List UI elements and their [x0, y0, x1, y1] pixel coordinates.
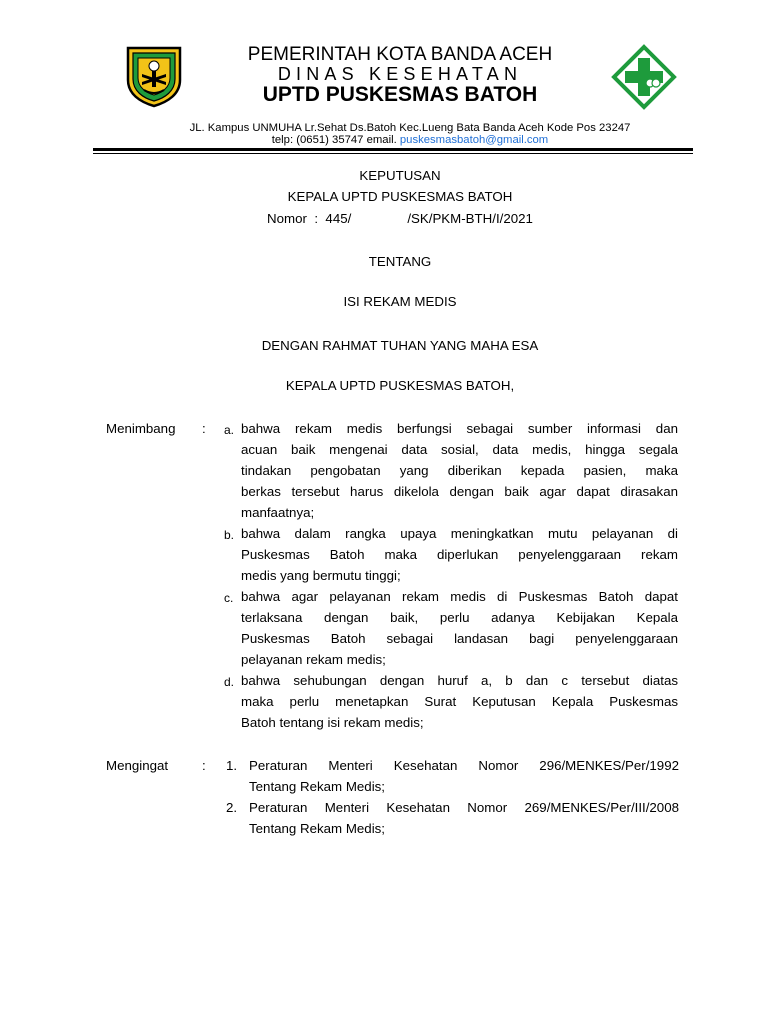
mengingat-label: Mengingat — [106, 758, 169, 773]
puskesmas-cross-icon — [611, 44, 677, 110]
list-line: bahwa rekam medis berfungsi sebagai sumber informasi dan — [241, 421, 678, 436]
mengingat-item-2 — [249, 797, 679, 839]
list-line: acuan baik mengenai data sosial, data medis, hingga segala — [241, 442, 678, 457]
header-divider-thick — [93, 148, 693, 151]
menimbang-item-a — [241, 418, 678, 523]
list-line: Puskesmas Batoh maka diperlukan penyelenggaraan rekam — [241, 547, 678, 562]
list-line: Tentang Rekam Medis; — [249, 821, 385, 836]
list-line: maka perlu menetapkan Surat Keputusan Kepala Puskesmas — [241, 694, 678, 709]
city-crest-icon — [124, 44, 184, 108]
mengingat-marker-2: 2. — [226, 800, 238, 815]
list-line: Puskesmas Batoh sebagai landasan bagi penyelenggaraan — [241, 631, 678, 646]
list-line: medis yang bermutu tinggi; — [241, 568, 401, 583]
list-line: Peraturan Menteri Kesehatan Nomor 296/MENKES/Per/1992 — [249, 758, 679, 773]
menimbang-item-d — [241, 670, 678, 733]
header-institution: UPTD PUSKESMAS BATOH — [262, 83, 538, 106]
list-line: pelayanan rekam medis; — [241, 652, 386, 667]
mengingat-marker-1: 1. — [226, 758, 238, 773]
header-contact — [120, 134, 700, 146]
list-line: bahwa sehubungan dengan huruf a, b dan c tersebut diatas — [241, 673, 678, 688]
menimbang-marker-b: b. — [224, 528, 235, 542]
puskesmas-logo — [611, 44, 677, 110]
header-department: DINAS KESEHATAN — [277, 64, 523, 84]
list-line: Tentang Rekam Medis; — [249, 779, 385, 794]
menimbang-marker-d: d. — [224, 675, 235, 689]
header-email-link[interactable]: puskesmasbatoh@gmail.com — [396, 134, 549, 146]
doc-invocation: DENGAN RAHMAT TUHAN YANG MAHA ESA — [261, 338, 539, 353]
list-line: Peraturan Menteri Kesehatan Nomor 269/MENKES/Per/III/2008 — [249, 800, 679, 815]
doc-issuer-repeat: KEPALA UPTD PUSKESMAS BATOH, — [285, 378, 515, 393]
doc-number-label: Nomor — [267, 211, 307, 226]
list-line: berkas tersebut harus dikelola dengan baik agar dapat dirasakan — [241, 484, 678, 499]
doc-number-value: 445/ — [325, 211, 352, 226]
city-crest-logo — [124, 44, 184, 108]
doc-issuer: KEPALA UPTD PUSKESMAS BATOH — [287, 189, 513, 204]
header-government: PEMERINTAH KOTA BANDA ACEH — [247, 44, 553, 65]
doc-number-suffix: /SK/PKM-BTH/I/2021 — [407, 211, 533, 226]
list-line: tindakan pengobatan yang diberikan kepada pasien, maka — [241, 463, 678, 478]
doc-tentang: TENTANG — [368, 254, 432, 269]
list-line: bahwa dalam rangka upaya meningkatkan mutu pelayanan di — [241, 526, 678, 541]
header-phone: telp: (0651) 35747 email. — [271, 134, 397, 146]
menimbang-item-c — [241, 586, 678, 670]
doc-type: KEPUTUSAN — [359, 168, 441, 183]
doc-number — [100, 211, 700, 226]
doc-subject: ISI REKAM MEDIS — [343, 294, 457, 309]
menimbang-marker-c: c. — [224, 591, 234, 605]
list-line: terlaksana dengan baik, perlu adanya Kebijakan Kepala — [241, 610, 678, 625]
header-address: JL. Kampus UNMUHA Lr.Sehat Ds.Batoh Kec.Lueng Bata Banda Aceh Kode Pos 23247 — [189, 122, 631, 134]
list-line: Batoh tentang isi rekam medis; — [241, 715, 424, 730]
list-line: manfaatnya; — [241, 505, 315, 520]
menimbang-colon: : — [202, 421, 206, 436]
list-line: bahwa agar pelayanan rekam medis di Puskesmas Batoh dapat — [241, 589, 678, 604]
header-divider-thin — [93, 153, 693, 154]
mengingat-item-1 — [249, 755, 679, 797]
menimbang-label: Menimbang — [106, 421, 176, 436]
menimbang-marker-a: a. — [224, 423, 235, 437]
menimbang-item-b — [241, 523, 678, 586]
mengingat-colon: : — [202, 758, 206, 773]
doc-number-colon: : — [314, 211, 319, 226]
